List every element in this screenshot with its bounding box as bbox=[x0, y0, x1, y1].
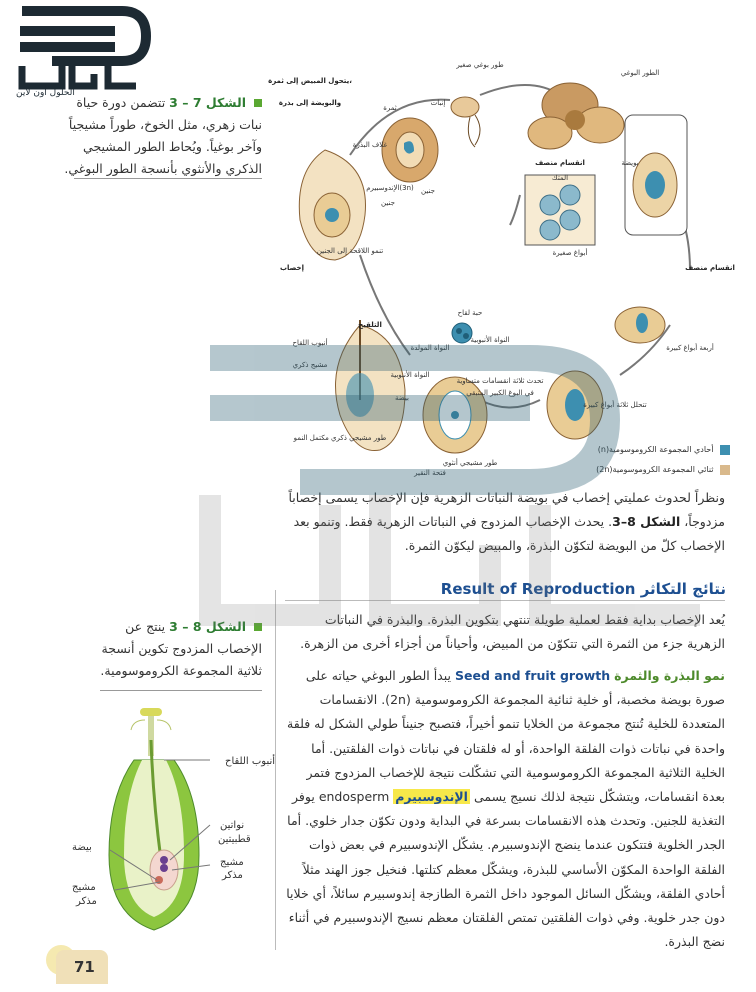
flower-label-egg: بيضة bbox=[72, 842, 92, 853]
p3-heading-ar: نمو البذرة والثمرة bbox=[614, 668, 725, 683]
legend-label-haploid: أحادي المجموعة الكروموسومية(n) bbox=[597, 445, 714, 454]
label-ovary-to-fruit: يتحول المبيض إلى ثمرة، bbox=[268, 77, 352, 85]
p2-text: يُعد الإخصاب بداية فقط لعملية طويلة تنتهي بتكوين البذرة. والبذرة في النباتات الزهرية جزء من الثمرة التي تتكوّن من المبيض، وأحياناً من أجزاء أخرى من الزهرة. bbox=[300, 612, 725, 651]
legend-item-diploid bbox=[540, 460, 730, 480]
label-four-megaspores: أربعة أبواغ كبيرة bbox=[666, 344, 714, 352]
four-megaspores bbox=[615, 307, 665, 343]
caption-divider bbox=[100, 690, 262, 691]
label-young-sporophyte: طور بوغي صغير bbox=[456, 61, 504, 69]
label-embryo-2: جنين bbox=[381, 199, 395, 207]
label-embryo: جنين bbox=[421, 187, 435, 195]
ovule-section bbox=[625, 115, 687, 235]
paragraph-fertilization-start bbox=[285, 608, 725, 656]
label-ovule: بويضة bbox=[621, 159, 639, 167]
anther-section bbox=[525, 175, 595, 245]
p3-term-en: endosperm bbox=[318, 789, 390, 805]
caption-text: تتضمن دورة حياة نبات زهري، مثل الخوخ، طوراً مشيجياً وآخر بوغياً. ويُحاط الطور المشيجي الذكري والأنثوي بأنسجة الطور البوغي. bbox=[64, 95, 262, 176]
p3-text-1: يبدأ الطور البوغي حياته على صورة بويضة مخصبة، أو خلية ثنائية المجموعة الكروموسومية (2n). الانقسامات المتعددة للخلية تُنتج مجموعة من الخلايا تنمو أخيراً، فتصبح جنيناً طولي الشكل له فلقة واحدة في نباتات ذوات الفلقة الواحدة، أو له فلقتان في نباتات ذوات الفلقتين. أما الخلية الثلاثية المجموعة الكروموسومية التي تشكّلت نتيجة للإخصاب المزدوج فتمر بعدة انقسامات، ويتشكّل نتيجة لذلك نسيج يسمى bbox=[287, 668, 725, 805]
label-fruit: ثمرة bbox=[383, 104, 397, 112]
section-title-ar: نتائج التكاثر bbox=[640, 580, 726, 598]
flower-label-male-gamete-b2: مذكر bbox=[76, 896, 97, 907]
brand-logo bbox=[12, 6, 152, 98]
label-ovule-to-seed: والبويضة إلى بذرة bbox=[278, 99, 342, 107]
figure-caption-8-3 bbox=[90, 616, 262, 682]
pollen-grain bbox=[452, 323, 472, 343]
caption-text: ينتج عن الإخصاب المزدوج تكوين أنسجة ثلاثية المجموعة الكروموسومية. bbox=[100, 619, 262, 678]
flower-label-polar-nuclei-1: نواتين bbox=[220, 820, 245, 831]
label-germination: إنبات bbox=[430, 99, 446, 107]
label-pollen-tube: أنبوب اللقاح bbox=[292, 339, 328, 347]
seed-cross-section bbox=[299, 150, 365, 260]
section-heading bbox=[420, 580, 726, 598]
figure-caption-7-3 bbox=[62, 92, 262, 180]
page-number-tab bbox=[56, 950, 108, 984]
sporophyte-flower bbox=[528, 83, 624, 149]
label-seed-coat: غلاف البذرة bbox=[352, 141, 388, 149]
label-three-divisions: تحدث ثلاثة انقسامات متساوية bbox=[456, 377, 544, 385]
figure-number: الشكل 8 – 3 bbox=[169, 619, 247, 634]
fertilization-ovule bbox=[336, 320, 406, 451]
column-divider bbox=[275, 590, 276, 950]
label-microspores: أبواغ صغيرة bbox=[552, 249, 588, 257]
diploid-swatch bbox=[720, 465, 730, 475]
label-mature-male: طور مشيجي ذكري مكتمل النمو bbox=[293, 434, 387, 442]
p1-figure-ref: الشكل 8–3 bbox=[612, 514, 681, 529]
double-fertilization-illustration bbox=[60, 700, 276, 945]
flower-label-male-gamete-a1: مشيج bbox=[220, 857, 244, 868]
label-meiosis-2: انقسام منصف bbox=[685, 264, 735, 272]
label-endosperm-3n: الإندوسبيرم(3n) bbox=[366, 184, 414, 192]
caption-divider bbox=[74, 178, 262, 179]
life-cycle-diagram bbox=[270, 55, 740, 485]
label-micropyle: فتحة النقير bbox=[414, 469, 446, 477]
p3-text-2: يوفر التغذية للجنين. وتحدث هذه الانقسامات بسرعة في البداية ودون تكوّن جدار خلوي. أما الجدر الخلوية فتتكون عندما ينضج الإندوسبيرم. يشكّل الإندوسبيرم في بعض ذوات الفلقة الواحدة المكوّن الأساسي للبذرة، ويشكّل معظم كتلتها. فنخيل جوز الهند مثلاً أحادي الفلقة، ويشكّل السائل الموجود داخل الثمرة الطازجة إندوسبيرم سائلاً، أي خلايا دون جدر خلوية. وفي ذوات الفلقتين تمتص الفلقتان معظم نسيج الإندوسبيرم في أثناء نضج البذرة. bbox=[286, 789, 725, 950]
label-remaining-megaspore: في البوغ الكبير المتبقي bbox=[466, 389, 534, 397]
label-anther: المتك bbox=[551, 174, 569, 182]
p1-text-after: . يحدث الإخصاب المزدوج في النباتات الزهرية فقط. وتنمو بعد الإخصاب كلّ من البويضة لتكوّن البذرة، والمبيض ليكوّن الثمرة. bbox=[293, 514, 725, 553]
flower-label-polar-nuclei-2: قطبيتين bbox=[218, 834, 251, 845]
label-meiosis: انقسام منصف bbox=[535, 159, 585, 167]
label-pollen-grain: حبة لقاح bbox=[457, 309, 483, 317]
fruit-cross-section bbox=[382, 118, 438, 182]
legend-item-haploid bbox=[540, 440, 730, 460]
paragraph-double-fertilization bbox=[285, 486, 725, 558]
paragraph-seed-fruit-growth bbox=[285, 664, 725, 954]
label-male-gamete: مشيج ذكري bbox=[292, 361, 328, 369]
label-three-degenerate: تتحلل ثلاثة أبواغ كبيرة bbox=[583, 401, 647, 409]
label-tube-nucleus: النواة الأنبوبية bbox=[470, 336, 510, 344]
label-female-gametophyte: طور مشيجي أنثوي bbox=[442, 459, 498, 467]
p3-heading-en: Seed and fruit growth bbox=[454, 668, 611, 683]
flower-label-male-gamete-a2: مذكر bbox=[222, 870, 243, 881]
page-number: 71 bbox=[74, 958, 95, 976]
flower-label-male-gamete-b1: مشيج bbox=[72, 882, 96, 893]
label-sporophyte: الطور البوغي bbox=[620, 69, 660, 77]
haploid-swatch bbox=[720, 445, 730, 455]
label-generative-nucleus: النواة المولدة bbox=[410, 344, 450, 352]
label-egg: بيضة bbox=[395, 394, 409, 402]
label-fertilization: إخصاب bbox=[279, 264, 305, 272]
bullet-square-icon bbox=[254, 623, 262, 631]
p3-highlight-endosperm: الإندوسبيرم bbox=[395, 789, 468, 805]
bullet-square-icon bbox=[254, 99, 262, 107]
diagram-legend bbox=[540, 440, 730, 480]
section-divider bbox=[285, 600, 725, 601]
figure-number: الشكل 7 – 3 bbox=[169, 95, 247, 110]
p1-text-before: ونظراً لحدوث عمليتي إخصاب في بويضة النباتات الزهرية فإن الإخصاب يسمى إخصاباً مزدوجاً، bbox=[288, 490, 725, 529]
label-zygote-grows: تنمو اللاقحة إلى الجنين bbox=[316, 247, 384, 255]
young-sporophyte bbox=[451, 97, 480, 147]
flower-label-pollen-tube: أنبوب اللقاح bbox=[225, 756, 276, 767]
legend-label-diploid: ثنائي المجموعة الكروموسومية(2n) bbox=[596, 465, 714, 474]
logo-tagline: الحلول اون لاين bbox=[16, 88, 75, 98]
label-polar-nuclei: النواة الأنبوبية bbox=[390, 371, 430, 379]
section-title-en: Result of Reproduction bbox=[440, 580, 636, 598]
label-pollination: التلقيح bbox=[358, 321, 382, 329]
